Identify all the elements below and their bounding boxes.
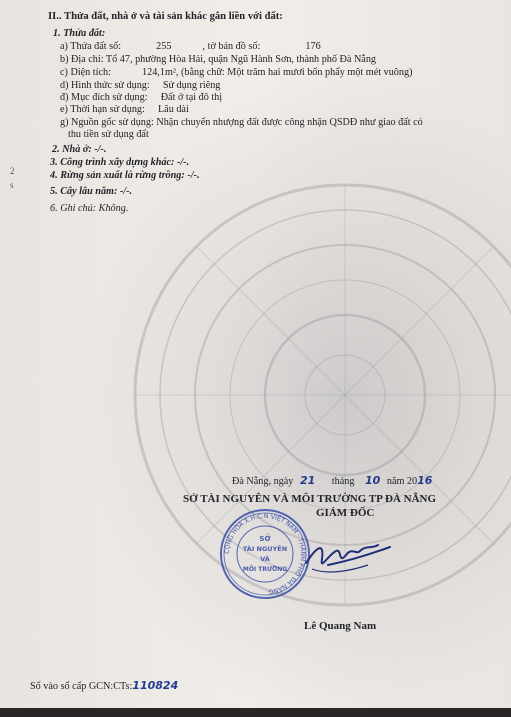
- origin-line-1: g) Nguồn gốc sử dụng: Nhận chuyển nhượng đất được công nhận QSDĐ như giao đất có: [60, 117, 423, 128]
- usage-form-value: Sử dụng riêng: [162, 80, 221, 91]
- registry-number-row: [30, 680, 178, 693]
- usage-purpose-value: Đất ở tại đô thị: [160, 92, 223, 103]
- signer-name: Lê Quang Nam: [304, 620, 377, 632]
- parcel-number-row: [60, 41, 321, 53]
- map-sheet-value: 176: [305, 41, 321, 52]
- date-day: 21: [299, 474, 316, 487]
- note-item: 6. Ghi chú: Không.: [50, 203, 129, 214]
- parcel-area-label: c) Diện tích:: [60, 67, 111, 78]
- margin-mark-s: s: [10, 180, 14, 190]
- date-month-label: tháng: [331, 476, 355, 487]
- date-line: [232, 475, 432, 488]
- date-month: 10: [364, 474, 381, 487]
- usage-purpose-row: [60, 92, 222, 104]
- construction-item: 3. Công trình xây dựng khác: -/-.: [50, 157, 190, 168]
- margin-mark-2: 2: [10, 166, 15, 176]
- parcel-number-value: 255: [156, 41, 172, 52]
- origin-line-2: thu tiền sử dụng đất: [68, 129, 149, 140]
- usage-term-row: [60, 104, 189, 116]
- registry-number-label: Số vào sổ cấp GCN:CTs:: [30, 681, 133, 692]
- parcel-number-label: a) Thửa đất số:: [60, 41, 122, 52]
- parcel-heading: 1. Thửa đất:: [53, 28, 106, 39]
- parcel-address: b) Địa chỉ: Tổ 47, phường Hòa Hải, quận Ngũ Hành Sơn, thành phố Đà Nẵng: [60, 54, 377, 65]
- forest-item: 4. Rừng sản xuất là rừng trồng: -/-.: [50, 170, 200, 181]
- trees-item: 5. Cây lâu năm: -/-.: [50, 186, 133, 197]
- usage-term-value: Lâu dài: [157, 104, 189, 115]
- registry-number-value: 110824: [132, 679, 179, 692]
- parcel-area-value: 124,1m², (bằng chữ: Một trăm hai mươi bốn phẩy một mét vuông): [142, 67, 413, 78]
- parcel-area-row: [60, 67, 412, 79]
- usage-term-label: e) Thời hạn sử dụng:: [60, 104, 145, 115]
- department-name: SỞ TÀI NGUYÊN VÀ MÔI TRƯỜNG TP ĐÀ NẴNG: [183, 493, 437, 505]
- seal-line-3: VÀ: [260, 555, 270, 563]
- usage-form-label: d) Hình thức sử dụng:: [60, 80, 150, 91]
- date-place: Đà Nẵng, ngày: [232, 476, 294, 487]
- map-sheet-label: , tờ bản đồ số:: [202, 41, 261, 52]
- seal-outer-text: CỘNG HÒA X.H.C.N VIỆT NAM · THÀNH PHỐ ĐÀ NẴNG: [223, 512, 307, 595]
- scan-edge: [0, 708, 511, 717]
- section-title: II.. Thửa đất, nhà ở và tài sản khác gắn liền với đất:: [48, 11, 283, 22]
- seal-line-2: TÀI NGUYÊN: [242, 545, 288, 553]
- date-year-label: năm 20: [386, 476, 418, 487]
- usage-purpose-label: đ) Mục đích sử dụng:: [60, 92, 148, 103]
- date-year-suffix: 16: [417, 474, 433, 487]
- signer-title: GIÁM ĐỐC: [316, 507, 375, 519]
- usage-form-row: [60, 80, 220, 92]
- house-item: 2. Nhà ở: -/-.: [52, 144, 107, 155]
- seal-line-4: MÔI TRƯỜNG: [242, 566, 288, 573]
- seal-line-1: SỞ: [259, 535, 271, 543]
- signature-icon: [298, 525, 398, 585]
